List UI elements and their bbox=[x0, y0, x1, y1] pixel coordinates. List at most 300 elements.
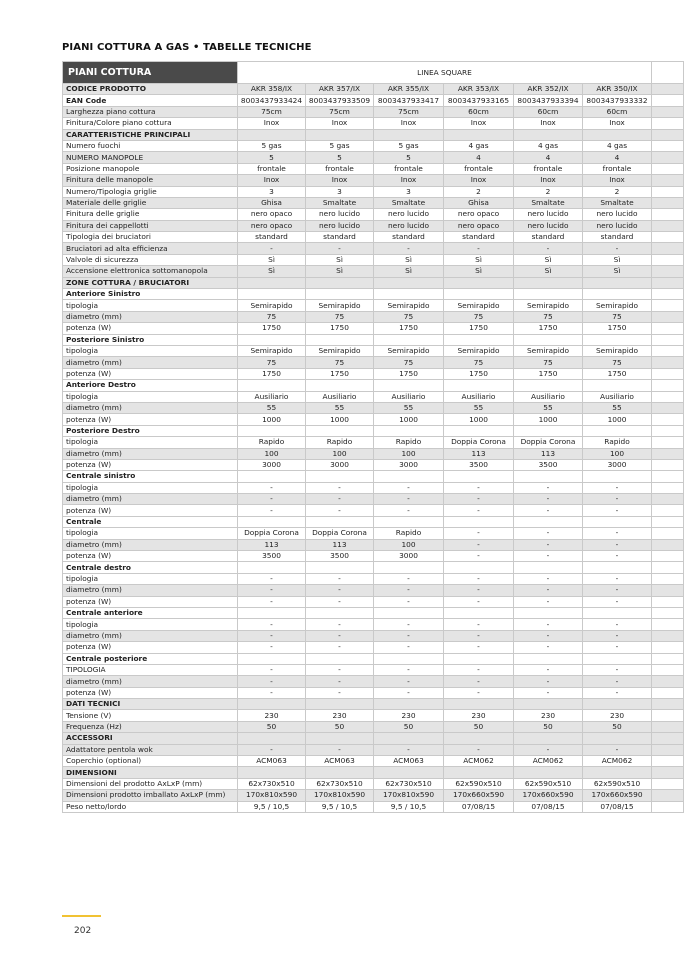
row-value: - bbox=[583, 482, 652, 493]
row-value: Sì bbox=[238, 254, 306, 265]
table-cell-empty bbox=[652, 676, 684, 687]
table-row bbox=[63, 402, 684, 413]
row-value: - bbox=[306, 642, 374, 653]
row-value: - bbox=[238, 630, 306, 641]
row-value: 75cm bbox=[238, 106, 306, 117]
row-value bbox=[238, 733, 306, 744]
row-value: 4 gas bbox=[444, 140, 514, 151]
row-value: Ghisa bbox=[444, 197, 514, 208]
row-label: potenza (W) bbox=[63, 323, 238, 334]
row-value: - bbox=[514, 687, 583, 698]
table-cell-empty bbox=[652, 448, 684, 459]
table-header-row bbox=[63, 62, 684, 84]
row-value: Inox bbox=[444, 118, 514, 129]
row-value: - bbox=[238, 585, 306, 596]
row-label: diametro (mm) bbox=[63, 676, 238, 687]
table-cell-empty bbox=[652, 254, 684, 265]
row-value bbox=[514, 380, 583, 391]
row-value: - bbox=[514, 573, 583, 584]
row-value: - bbox=[374, 619, 444, 630]
row-value: - bbox=[238, 596, 306, 607]
row-value: 75 bbox=[444, 311, 514, 322]
table-row bbox=[63, 756, 684, 767]
row-value: frontale bbox=[514, 163, 583, 174]
row-value: 230 bbox=[444, 710, 514, 721]
table-row bbox=[63, 642, 684, 653]
line-name: LINEA SQUARE bbox=[238, 62, 652, 84]
row-label: diametro (mm) bbox=[63, 402, 238, 413]
table-row bbox=[63, 311, 684, 322]
row-value bbox=[374, 767, 444, 778]
row-value: - bbox=[514, 551, 583, 562]
row-value: AKR 355/IX bbox=[374, 84, 444, 95]
row-value bbox=[374, 334, 444, 345]
table-cell-empty bbox=[652, 699, 684, 710]
row-value: - bbox=[444, 551, 514, 562]
row-label: ZONE COTTURA / BRUCIATORI bbox=[63, 277, 238, 288]
row-label: Anteriore Sinistro bbox=[63, 289, 238, 300]
row-value: Inox bbox=[444, 175, 514, 186]
row-value: 07/08/15 bbox=[514, 801, 583, 812]
row-value: - bbox=[306, 664, 374, 675]
row-value: 50 bbox=[306, 721, 374, 732]
row-value: Ausiliario bbox=[306, 391, 374, 402]
row-value: 62x730x510 bbox=[374, 778, 444, 789]
row-value: Semirapido bbox=[238, 345, 306, 356]
row-value bbox=[306, 767, 374, 778]
row-label: Larghezza piano cottura bbox=[63, 106, 238, 117]
row-value: 75 bbox=[306, 357, 374, 368]
row-value: 3500 bbox=[444, 459, 514, 470]
row-label: potenza (W) bbox=[63, 551, 238, 562]
row-value: 113 bbox=[238, 539, 306, 550]
table-cell-empty bbox=[652, 345, 684, 356]
table-row bbox=[63, 437, 684, 448]
table-row bbox=[63, 516, 684, 527]
table-row bbox=[63, 699, 684, 710]
row-value: Doppia Corona bbox=[238, 528, 306, 539]
table-cell-empty bbox=[652, 516, 684, 527]
row-value: - bbox=[444, 573, 514, 584]
row-value: Smaltate bbox=[306, 197, 374, 208]
row-value: Inox bbox=[238, 118, 306, 129]
row-label: Numero/Tipologia griglie bbox=[63, 186, 238, 197]
row-value: - bbox=[374, 482, 444, 493]
table-cell-empty bbox=[652, 402, 684, 413]
row-value: - bbox=[238, 573, 306, 584]
table-cell-empty bbox=[652, 630, 684, 641]
row-value: 170x810x590 bbox=[306, 790, 374, 801]
row-value: frontale bbox=[444, 163, 514, 174]
row-value: - bbox=[583, 687, 652, 698]
row-label: potenza (W) bbox=[63, 414, 238, 425]
row-value bbox=[444, 516, 514, 527]
table-row bbox=[63, 778, 684, 789]
row-value: 9,5 / 10,5 bbox=[374, 801, 444, 812]
row-value bbox=[514, 129, 583, 140]
row-value bbox=[374, 607, 444, 618]
row-value bbox=[306, 471, 374, 482]
row-label: DIMENSIONI bbox=[63, 767, 238, 778]
row-value: 8003437933332 bbox=[583, 95, 652, 106]
table-cell-empty bbox=[652, 459, 684, 470]
row-label: Posteriore Sinistro bbox=[63, 334, 238, 345]
row-value: 75 bbox=[514, 357, 583, 368]
table-row bbox=[63, 551, 684, 562]
row-value: - bbox=[374, 243, 444, 254]
table-cell-empty bbox=[652, 300, 684, 311]
row-value: 100 bbox=[583, 448, 652, 459]
row-value: Ghisa bbox=[238, 197, 306, 208]
row-value: 1000 bbox=[238, 414, 306, 425]
row-value: - bbox=[514, 585, 583, 596]
table-cell-empty bbox=[652, 505, 684, 516]
row-label: tipologia bbox=[63, 300, 238, 311]
row-value: Sì bbox=[583, 266, 652, 277]
row-value: - bbox=[444, 585, 514, 596]
row-value: 8003437933509 bbox=[306, 95, 374, 106]
table-cell-empty bbox=[652, 414, 684, 425]
row-value: 75cm bbox=[374, 106, 444, 117]
row-value: - bbox=[583, 505, 652, 516]
table-row bbox=[63, 140, 684, 151]
table-cell-empty bbox=[652, 380, 684, 391]
table-row bbox=[63, 596, 684, 607]
table-cell-empty bbox=[652, 277, 684, 288]
row-value bbox=[238, 425, 306, 436]
table-cell-empty bbox=[652, 106, 684, 117]
row-label: tipologia bbox=[63, 345, 238, 356]
row-value: - bbox=[238, 243, 306, 254]
row-value: 5 bbox=[306, 152, 374, 163]
row-value: 1750 bbox=[238, 323, 306, 334]
row-value bbox=[238, 380, 306, 391]
row-value: 75 bbox=[583, 311, 652, 322]
row-value: 5 gas bbox=[374, 140, 444, 151]
row-value: ACM062 bbox=[444, 756, 514, 767]
row-value: frontale bbox=[306, 163, 374, 174]
row-value bbox=[514, 289, 583, 300]
row-value: ACM063 bbox=[374, 756, 444, 767]
row-label: Centrale anteriore bbox=[63, 607, 238, 618]
table-row bbox=[63, 505, 684, 516]
row-value: - bbox=[306, 676, 374, 687]
row-value: - bbox=[444, 630, 514, 641]
row-value bbox=[306, 699, 374, 710]
row-value: ACM063 bbox=[238, 756, 306, 767]
row-value: 1750 bbox=[514, 323, 583, 334]
table-cell-empty bbox=[652, 562, 684, 573]
row-value: - bbox=[514, 630, 583, 641]
row-value bbox=[514, 767, 583, 778]
row-value: Inox bbox=[238, 175, 306, 186]
table-row bbox=[63, 334, 684, 345]
row-value bbox=[583, 699, 652, 710]
row-value: nero opaco bbox=[238, 209, 306, 220]
row-value: 50 bbox=[238, 721, 306, 732]
table-cell-empty bbox=[652, 209, 684, 220]
table-row bbox=[63, 380, 684, 391]
table-cell-empty bbox=[652, 140, 684, 151]
table-cell-empty bbox=[652, 642, 684, 653]
row-label: Finitura/Colore piano cottura bbox=[63, 118, 238, 129]
row-value: 1750 bbox=[444, 323, 514, 334]
table-row bbox=[63, 186, 684, 197]
row-value: Rapido bbox=[306, 437, 374, 448]
row-value bbox=[374, 699, 444, 710]
row-value: nero lucido bbox=[374, 220, 444, 231]
row-value: Semirapido bbox=[444, 345, 514, 356]
table-row bbox=[63, 607, 684, 618]
row-value: - bbox=[444, 539, 514, 550]
table-cell-empty bbox=[652, 84, 684, 95]
row-value: - bbox=[306, 243, 374, 254]
table-row bbox=[63, 573, 684, 584]
row-value: 230 bbox=[238, 710, 306, 721]
row-value: 75 bbox=[514, 311, 583, 322]
row-value: 170x660x590 bbox=[514, 790, 583, 801]
row-value bbox=[444, 277, 514, 288]
row-value: - bbox=[514, 505, 583, 516]
row-value: nero lucido bbox=[374, 209, 444, 220]
row-value: - bbox=[374, 642, 444, 653]
table-cell-empty bbox=[652, 778, 684, 789]
row-value bbox=[583, 334, 652, 345]
row-value bbox=[238, 129, 306, 140]
row-label: diametro (mm) bbox=[63, 357, 238, 368]
row-value: - bbox=[238, 482, 306, 493]
row-value: - bbox=[306, 585, 374, 596]
row-label: Anteriore Destro bbox=[63, 380, 238, 391]
row-value: 1000 bbox=[444, 414, 514, 425]
row-value: - bbox=[238, 676, 306, 687]
table-row bbox=[63, 585, 684, 596]
table-row bbox=[63, 357, 684, 368]
row-value: 5 bbox=[374, 152, 444, 163]
row-value: 75 bbox=[583, 357, 652, 368]
row-value: 50 bbox=[583, 721, 652, 732]
row-value bbox=[306, 562, 374, 573]
table-cell-empty bbox=[652, 152, 684, 163]
row-value: 3500 bbox=[306, 551, 374, 562]
row-value bbox=[444, 425, 514, 436]
table-row bbox=[63, 106, 684, 117]
row-value bbox=[238, 289, 306, 300]
row-value bbox=[583, 289, 652, 300]
row-value: 4 gas bbox=[583, 140, 652, 151]
row-label: Materiale delle griglie bbox=[63, 197, 238, 208]
row-value: ACM062 bbox=[514, 756, 583, 767]
row-value: Inox bbox=[374, 118, 444, 129]
row-value bbox=[514, 516, 583, 527]
row-label: Finitura dei cappellotti bbox=[63, 220, 238, 231]
row-value bbox=[514, 699, 583, 710]
row-value: 1750 bbox=[374, 368, 444, 379]
row-value: Semirapido bbox=[583, 345, 652, 356]
table-cell-empty bbox=[652, 653, 684, 664]
row-value: - bbox=[444, 243, 514, 254]
row-value: frontale bbox=[238, 163, 306, 174]
row-value: 3000 bbox=[306, 459, 374, 470]
row-value bbox=[444, 562, 514, 573]
row-value: Ausiliario bbox=[583, 391, 652, 402]
table-row bbox=[63, 345, 684, 356]
row-value: 3500 bbox=[238, 551, 306, 562]
row-value: 3000 bbox=[374, 551, 444, 562]
row-value: 5 gas bbox=[306, 140, 374, 151]
row-value: 100 bbox=[238, 448, 306, 459]
row-value: 1750 bbox=[306, 323, 374, 334]
row-value: nero lucido bbox=[306, 220, 374, 231]
table-row bbox=[63, 721, 684, 732]
row-value bbox=[514, 471, 583, 482]
table-row bbox=[63, 630, 684, 641]
row-value bbox=[514, 562, 583, 573]
table-cell-empty bbox=[652, 220, 684, 231]
row-value: 55 bbox=[306, 402, 374, 413]
row-label: Centrale destro bbox=[63, 562, 238, 573]
row-value: - bbox=[583, 596, 652, 607]
table-cell-empty bbox=[652, 289, 684, 300]
row-value: - bbox=[306, 573, 374, 584]
row-value bbox=[514, 425, 583, 436]
row-value bbox=[583, 277, 652, 288]
table-cell-empty bbox=[652, 118, 684, 129]
table-cell-empty bbox=[652, 197, 684, 208]
row-label: Posizione manopole bbox=[63, 163, 238, 174]
row-value: - bbox=[444, 676, 514, 687]
row-value: Semirapido bbox=[514, 300, 583, 311]
table-cell-empty bbox=[652, 767, 684, 778]
row-value: - bbox=[514, 664, 583, 675]
row-value: 3000 bbox=[583, 459, 652, 470]
row-label: Bruciatori ad alta efficienza bbox=[63, 243, 238, 254]
row-value bbox=[306, 733, 374, 744]
row-value: 3 bbox=[374, 186, 444, 197]
row-value bbox=[306, 289, 374, 300]
row-value: frontale bbox=[583, 163, 652, 174]
row-value: - bbox=[374, 573, 444, 584]
row-value: Ausiliario bbox=[374, 391, 444, 402]
table-cell-empty bbox=[652, 744, 684, 755]
row-value: Ausiliario bbox=[238, 391, 306, 402]
table-row bbox=[63, 232, 684, 243]
row-value bbox=[374, 425, 444, 436]
row-value: - bbox=[444, 642, 514, 653]
row-value: - bbox=[306, 596, 374, 607]
table-row bbox=[63, 84, 684, 95]
row-value: 2 bbox=[583, 186, 652, 197]
row-label: diametro (mm) bbox=[63, 311, 238, 322]
row-value: 1750 bbox=[514, 368, 583, 379]
row-value: 3000 bbox=[374, 459, 444, 470]
table-cell-empty bbox=[652, 756, 684, 767]
row-value bbox=[306, 653, 374, 664]
row-value: Smaltate bbox=[583, 197, 652, 208]
row-value bbox=[444, 334, 514, 345]
row-value bbox=[238, 562, 306, 573]
row-label: potenza (W) bbox=[63, 642, 238, 653]
row-value: - bbox=[374, 596, 444, 607]
table-row bbox=[63, 118, 684, 129]
table-row bbox=[63, 733, 684, 744]
row-value: 1000 bbox=[514, 414, 583, 425]
row-label: diametro (mm) bbox=[63, 539, 238, 550]
row-label: tipologia bbox=[63, 528, 238, 539]
row-value: Inox bbox=[306, 118, 374, 129]
row-value: 4 gas bbox=[514, 140, 583, 151]
row-value: - bbox=[238, 494, 306, 505]
row-value: - bbox=[583, 585, 652, 596]
table-cell-empty bbox=[652, 368, 684, 379]
row-value bbox=[583, 733, 652, 744]
row-value: 07/08/15 bbox=[444, 801, 514, 812]
row-value: Sì bbox=[238, 266, 306, 277]
table-cell-empty bbox=[652, 585, 684, 596]
table-row bbox=[63, 368, 684, 379]
row-value: 1000 bbox=[306, 414, 374, 425]
row-value: nero lucido bbox=[306, 209, 374, 220]
table-cell-empty bbox=[652, 539, 684, 550]
row-value: Semirapido bbox=[238, 300, 306, 311]
row-value: - bbox=[444, 505, 514, 516]
row-value: - bbox=[583, 528, 652, 539]
row-value: - bbox=[514, 528, 583, 539]
row-value: - bbox=[514, 619, 583, 630]
row-value: - bbox=[514, 596, 583, 607]
row-value: - bbox=[444, 528, 514, 539]
row-value: 5 bbox=[238, 152, 306, 163]
row-value: AKR 358/IX bbox=[238, 84, 306, 95]
row-label: Posteriore Destro bbox=[63, 425, 238, 436]
table-cell-empty bbox=[652, 95, 684, 106]
row-value: - bbox=[444, 687, 514, 698]
row-value: - bbox=[514, 642, 583, 653]
table-cell-empty bbox=[652, 243, 684, 254]
row-value: 230 bbox=[306, 710, 374, 721]
row-value: standard bbox=[238, 232, 306, 243]
row-value: 100 bbox=[374, 448, 444, 459]
row-value: 3000 bbox=[238, 459, 306, 470]
page-title: PIANI COTTURA A GAS • TABELLE TECNICHE bbox=[62, 42, 312, 53]
table-cell-empty bbox=[652, 801, 684, 812]
row-value: - bbox=[238, 642, 306, 653]
table-cell-empty bbox=[652, 596, 684, 607]
row-value bbox=[306, 425, 374, 436]
row-value: - bbox=[444, 664, 514, 675]
row-value: - bbox=[238, 687, 306, 698]
row-value: Doppia Corona bbox=[306, 528, 374, 539]
row-value: 75 bbox=[374, 311, 444, 322]
row-label: CODICE PRODOTTO bbox=[63, 84, 238, 95]
row-value: 75 bbox=[374, 357, 444, 368]
row-value: - bbox=[444, 744, 514, 755]
row-label: NUMERO MANOPOLE bbox=[63, 152, 238, 163]
row-value bbox=[444, 699, 514, 710]
row-value bbox=[583, 516, 652, 527]
table-row bbox=[63, 744, 684, 755]
row-value: nero lucido bbox=[583, 209, 652, 220]
row-value: ACM062 bbox=[583, 756, 652, 767]
table-cell-empty bbox=[652, 186, 684, 197]
row-value: nero lucido bbox=[583, 220, 652, 231]
table-cell-empty bbox=[652, 437, 684, 448]
row-value: 3500 bbox=[514, 459, 583, 470]
table-cell-empty bbox=[652, 790, 684, 801]
page-number-rule bbox=[62, 915, 101, 917]
row-label: Coperchio (optional) bbox=[63, 756, 238, 767]
row-value: 113 bbox=[514, 448, 583, 459]
